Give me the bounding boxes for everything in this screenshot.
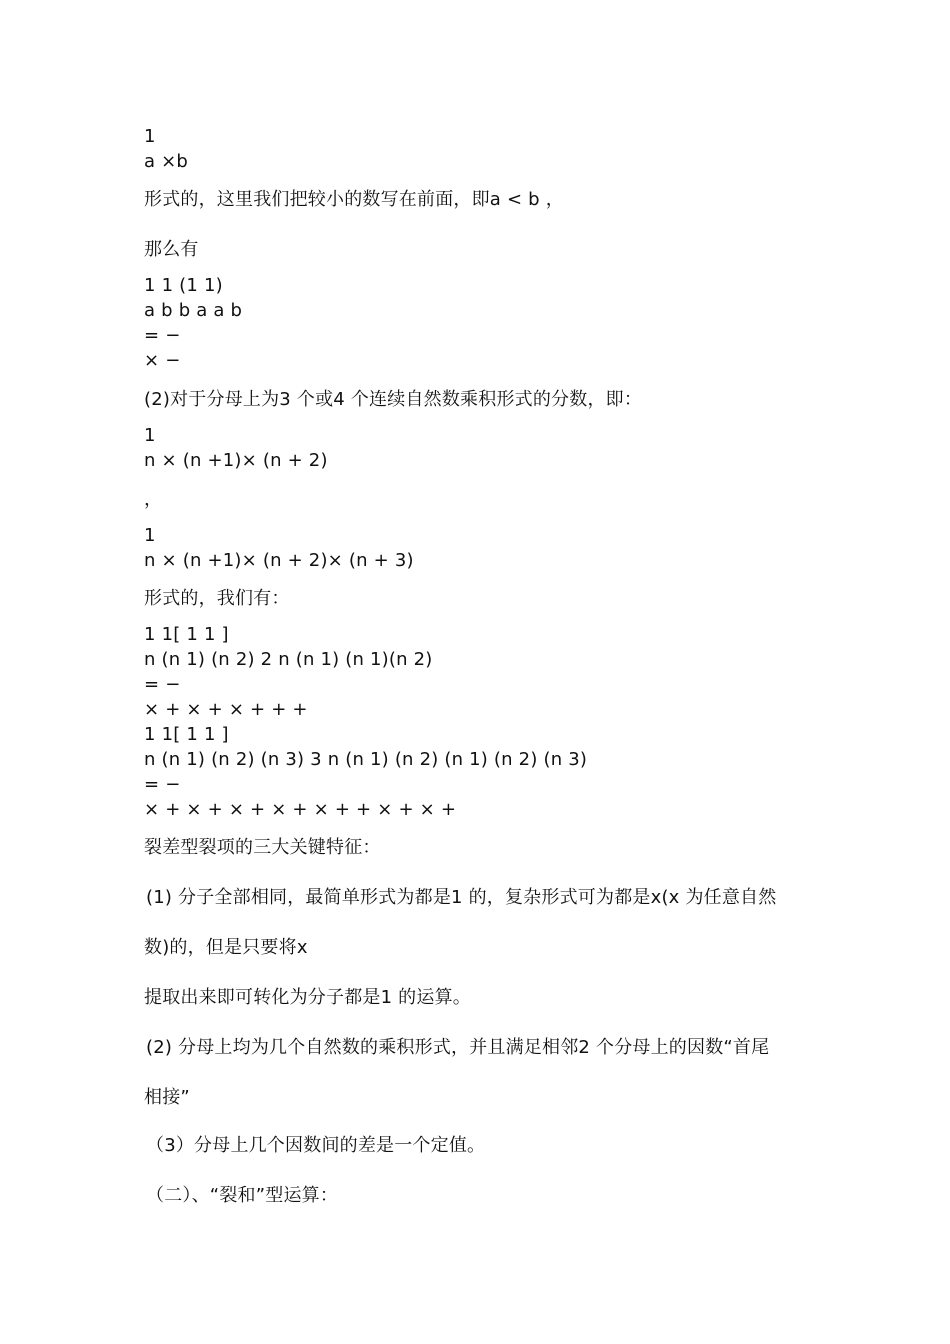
fraction-denominator: n × (n +1)× (n + 2)× (n + 3): [144, 550, 414, 571]
section-heading: （二）、“裂和”型运算：: [146, 1185, 339, 1206]
section-heading: 裂差型裂项的三大关键特征：: [144, 837, 381, 858]
paragraph-text: 形式的，这里我们把较小的数写在前面，即a < b ，: [144, 189, 564, 210]
formula-line: a b b a a b: [144, 300, 243, 321]
list-item: (2) 分母上均为几个自然数的乘积形式，并且满足相邻2 个分母上的因数“首尾: [146, 1037, 770, 1058]
fraction-denominator: n × (n +1)× (n + 2): [144, 450, 328, 471]
formula-line: 1 1[ 1 1 ]: [144, 624, 229, 645]
formula-line: = −: [144, 325, 181, 346]
fraction-numerator: 1: [144, 425, 156, 446]
paragraph-text: (2)对于分母上为3 个或4 个连续自然数乘积形式的分数，即：: [144, 389, 643, 410]
formula-line: 1 1[ 1 1 ]: [144, 724, 229, 745]
formula-line: × + × + × + + +: [144, 699, 308, 720]
formula-line: 1 1 (1 1): [144, 275, 223, 296]
fraction-numerator: 1: [144, 126, 156, 147]
paragraph-text: 那么有: [144, 239, 199, 260]
formula-line: × −: [144, 350, 181, 371]
formula-line: n (n 1) (n 2) (n 3) 3 n (n 1) (n 2) (n 1) (n 2) (n 3): [144, 749, 588, 770]
list-item: （3）分母上几个因数间的差是一个定值。: [146, 1135, 486, 1156]
formula-line: = −: [144, 774, 181, 795]
fraction-numerator: 1: [144, 525, 156, 546]
formula-line: × + × + × + × + × + + × + × +: [144, 799, 457, 820]
formula-line: = −: [144, 674, 181, 695]
fraction-denominator: a ×b: [144, 151, 189, 172]
formula-line: n (n 1) (n 2) 2 n (n 1) (n 1)(n 2): [144, 649, 433, 670]
separator-comma: ，: [144, 489, 163, 510]
list-item: (1) 分子全部相同，最简单形式为都是1 的，复杂形式可为都是x(x 为任意自然: [146, 887, 777, 908]
paragraph-text: 形式的，我们有：: [144, 588, 290, 609]
list-item-continuation: 相接”: [144, 1087, 190, 1108]
list-item-continuation: 提取出来即可转化为分子都是1 的运算。: [144, 987, 471, 1008]
list-item-continuation: 数)的，但是只要将x: [144, 937, 308, 958]
